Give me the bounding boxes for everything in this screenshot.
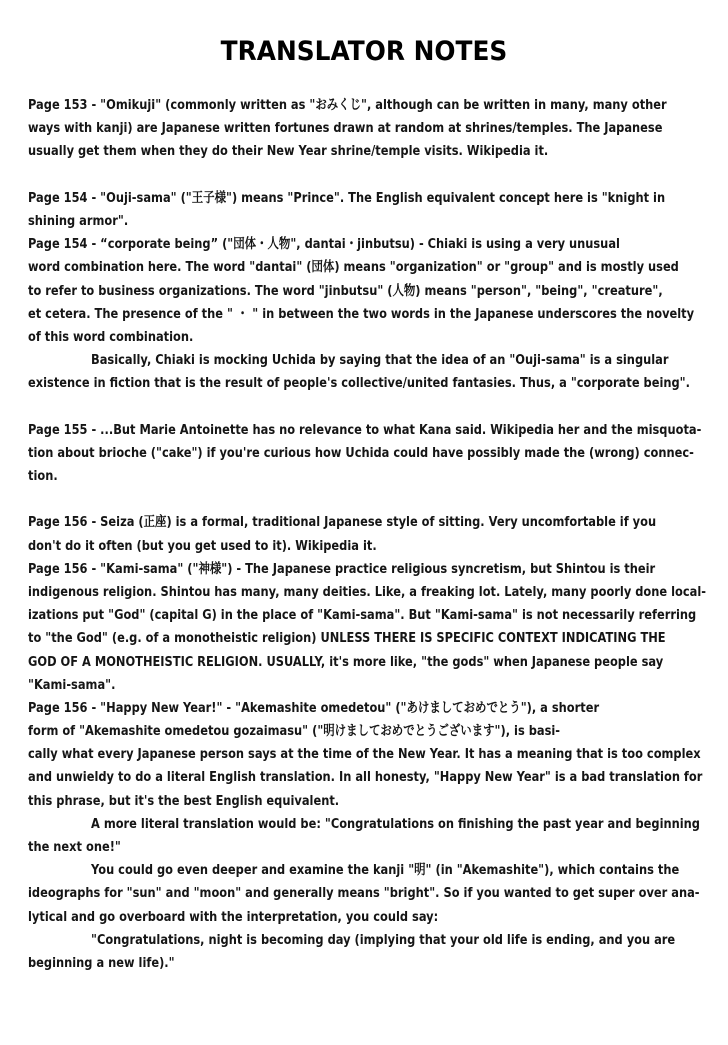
note-line: to "the God" (e.g. of a monotheistic religion) UNLESS THERE IS SPECIFIC CONTEXT INDICATING THE: [28, 630, 666, 647]
note-line: shining armor".: [28, 212, 129, 229]
note-line: tion.: [28, 468, 58, 484]
note-line: of this word combination.: [28, 328, 194, 345]
note-line: Page 153 - "Omikuji" (commonly written as "おみくじ", although can be written in many, many other: [28, 97, 667, 113]
paragraph-gap: [28, 488, 706, 511]
note-line: Page 156 - Seiza (正座) is a formal, traditional Japanese style of sitting. Very uncomfortable if you: [28, 514, 657, 531]
notes-body: [28, 94, 706, 975]
paragraph-gap: [28, 164, 706, 187]
note-line: and unwieldy to do a literal English translation. In all honesty, "Happy New Year" is a bad translation for: [28, 769, 703, 786]
note-line: A more literal translation would be: "Congratulations on finishing the past year and beginning: [91, 815, 700, 832]
note-line: Basically, Chiaki is mocking Uchida by saying that the idea of an "Ouji-sama" is a singular: [91, 352, 669, 369]
note-line: existence in fiction that is the result of people's collective/united fantasies. Thus, a "corporate being".: [28, 375, 690, 392]
page-title: TRANSLATOR NOTES: [220, 36, 508, 67]
note-line: indigenous religion. Shintou has many, many deities. Like, a freaking lot. Lately, many poorly done local-: [28, 583, 707, 600]
note-line: "Congratulations, night is becoming day (implying that your old life is ending, and you are: [91, 931, 676, 948]
note-line: don't do it often (but you get used to it). Wikipedia it.: [28, 537, 377, 554]
note-line: ideographs for "sun" and "moon" and generally means "bright". So if you wanted to get super over ana-: [28, 885, 700, 902]
note-line: ways with kanji) are Japanese written fortunes drawn at random at shrines/temples. The Japanese: [28, 120, 663, 137]
note-line: et cetera. The presence of the " ・ " in between the two words in the Japanese underscores the novelty: [28, 305, 695, 322]
note-line: "Kami-sama".: [28, 676, 116, 693]
note-line: izations put "God" (capital G) in the place of "Kami-sama". But "Kami-sama" is not necessarily referring: [28, 607, 697, 624]
note-line: Page 154 - "Ouji-sama" ("王子様") means "Prince". The English equivalent concept here is "knight in: [28, 189, 666, 206]
note-line: to refer to business organizations. The word "jinbutsu" (人物) means "person", "being", "creature",: [28, 282, 663, 299]
note-line: this phrase, but it's the best English equivalent.: [28, 792, 340, 809]
note-line: Page 156 - "Happy New Year!" - "Akemashite omedetou" ("あけましておめでとう"), a shorter: [28, 699, 600, 716]
note-line: the next one!": [28, 839, 121, 855]
note-line: Page 155 - ...But Marie Antoinette has no relevance to what Kana said. Wikipedia her and the misquota-: [28, 421, 702, 438]
note-line: tion about brioche ("cake") if you're curious how Uchida could have possibly made the (wrong) connec-: [28, 444, 694, 461]
note-line: form of "Akemashite omedetou gozaimasu" ("明けましておめでとうございます"), is basi-: [28, 723, 561, 740]
note-line: Page 156 - "Kami-sama" ("神様") - The Japanese practice religious syncretism, but Shintou is their: [28, 560, 656, 577]
note-line: usually get them when they do their New Year shrine/temple visits. Wikipedia it.: [28, 143, 549, 160]
note-line: beginning a new life).": [28, 954, 175, 971]
note-line: You could go even deeper and examine the kanji "明" (in "Akemashite"), which contains the: [91, 862, 680, 879]
note-line: cally what every Japanese person says at the time of the New Year. It has a meaning that is too complex: [28, 746, 701, 763]
note-line: Page 154 - “corporate being” ("団体・人物", dantai・jinbutsu) - Chiaki is using a very unusual: [28, 236, 620, 253]
note-line: GOD OF A MONOTHEISTIC RELIGION. USUALLY, it's more like, "the gods" when Japanese people say: [28, 653, 664, 670]
note-line: word combination here. The word "dantai" (団体) means "organization" or "group" and is mostly used: [28, 259, 679, 276]
note-line: lytical and go overboard with the interpretation, you could say:: [28, 908, 439, 925]
paragraph-gap: [28, 395, 706, 418]
